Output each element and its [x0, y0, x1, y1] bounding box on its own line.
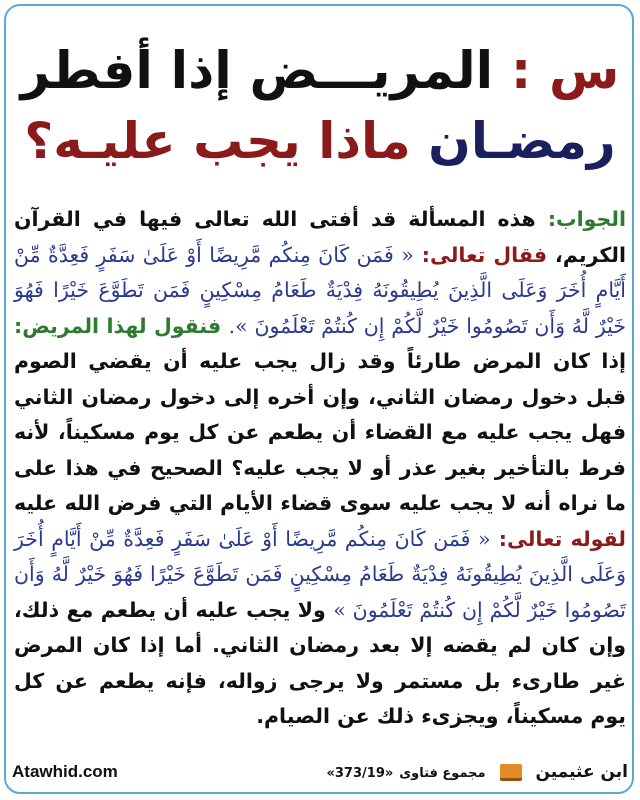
- answer-body: [14, 202, 626, 735]
- question-title-text: المريـــض إذا أفطر: [20, 42, 494, 101]
- answer-label: الجواب:: [547, 207, 626, 231]
- quran-intro-label: فقال تعالى:: [421, 242, 548, 267]
- question-title-ramadan: رمضـان: [428, 112, 616, 170]
- fanaqul-label: فنقول لهذا المريض:: [14, 313, 222, 338]
- book-volume: «373/19»: [326, 766, 394, 781]
- source-reference: [326, 762, 628, 782]
- site-watermark: Atawhid.com: [12, 762, 118, 781]
- quran-verse-1: « فَمَن كَانَ مِنكُم مَّرِيضًا أَوْ عَلَىٰ سَفَرٍ فَعِدَّةٌ مِّنْ أَيَّامٍ أُخَرَ وَعَلَى الَّذِينَ يُطِيقُونَهُ فِدْيَةٌ طَعَامُ مِسْكِينٍ فَمَن تَطَوَّعَ خَيْرًا فَهُوَ خَيْرٌ لَّهُ وَأَن تَصُومُوا خَيْرٌ لَّكُمْ إِن كُنتُمْ تَعْلَمُونَ ».: [14, 242, 626, 338]
- quran-verse-2: « فَمَن كَانَ مِنكُم مَّرِيضًا أَوْ عَلَىٰ سَفَرٍ فَعِدَّةٌ مِّنْ أَيَّامٍ أُخَرَ وَعَلَى الَّذِينَ يُطِيقُونَهُ فِدْيَةٌ طَعَامُ مِسْكِينٍ فَمَن تَطَوَّعَ خَيْرًا فَهُوَ خَيْرٌ لَّهُ وَأَن تَصُومُوا خَيْرٌ لَّكُمْ إِن كُنتُمْ تَعْلَمُونَ »: [14, 526, 626, 622]
- question-title-line-2: [20, 112, 620, 170]
- quran-intro-label-2: لقوله تعالى:: [498, 526, 626, 551]
- answer-intro: هذه المسألة قد أفتى الله تعالى فيها في القرآن الكريم،: [14, 207, 626, 267]
- book-title: مجموع فتاوى: [399, 766, 486, 781]
- book-icon: [500, 764, 522, 781]
- footer: [12, 754, 628, 782]
- question-title-what: ماذا يجب عليـه؟: [24, 112, 411, 170]
- author-name: ابن عثيمين: [535, 762, 628, 782]
- answer-paragraph-2: ولا يجب عليه أن يطعم مع ذلك، وإن كان لم يقضه إلا بعد رمضان الثاني. أما إذا كان المرض غير طارىء بل مستمر ولا يرجى زواله، فإنه يطعم عن كل يوم مسكيناً، ويجزىء ذلك عن الصيام.: [14, 597, 626, 728]
- answer-paragraph-1: إذا كان المرض طارئاً وقد زال يجب عليه أن يقضي الصوم قبل دخول رمضان الثاني، وإن أخره إلى دخول رمضان الثاني فهل يجب عليه مع القضاء أن يطعم عن كل يوم مسكيناً، لأنه فرط بالتأخير بغير عذر أو لا يجب عليه؟ الصحيح في هذا على ما نراه أنه لا يجب عليه سوى قضاء الأيام التي فرض الله عليه: [14, 349, 626, 515]
- question-prefix: س :: [510, 42, 620, 101]
- question-title-line-1: [20, 42, 620, 101]
